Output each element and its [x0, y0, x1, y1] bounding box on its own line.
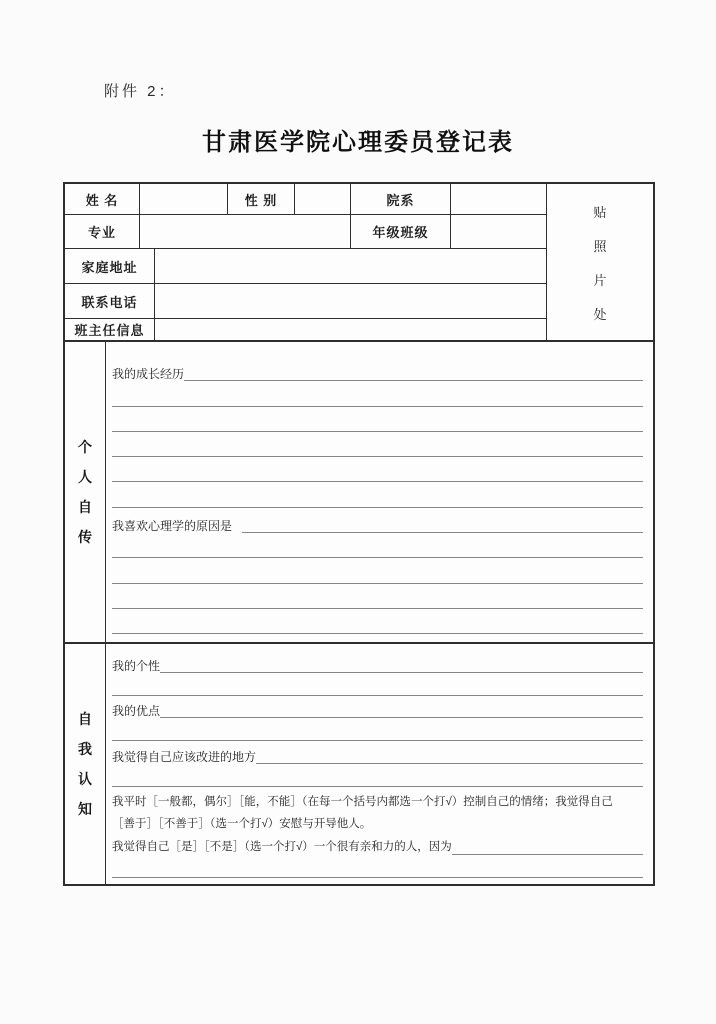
photo-char-3: 片 — [593, 272, 607, 288]
self-cognition-content — [106, 644, 653, 884]
home-address-label: 家庭地址 — [65, 249, 155, 283]
side-char: 个 — [78, 439, 92, 455]
side-char: 认 — [78, 771, 92, 787]
psychology-reason-line — [112, 508, 643, 533]
side-char: 我 — [78, 741, 92, 757]
header-row-1 — [65, 184, 546, 215]
header-info-block — [65, 184, 653, 342]
blank-line — [112, 482, 643, 507]
comfort-others-text-line — [112, 810, 643, 833]
head-teacher-value-cell[interactable] — [155, 319, 546, 340]
side-char: 自 — [78, 499, 92, 515]
section-self-cognition — [65, 644, 653, 884]
growth-experience-label: 我的成长经历 — [112, 367, 185, 382]
fill-in-underline[interactable] — [112, 633, 643, 634]
attachment-label: 附件 2： — [104, 83, 177, 100]
blank-line — [112, 855, 643, 878]
improvement-label: 我觉得自己应该改进的地方 — [112, 749, 257, 764]
section-personal-autobiography — [65, 342, 653, 644]
header-row-4 — [65, 284, 546, 319]
blank-line — [112, 407, 643, 432]
side-char: 知 — [78, 801, 92, 817]
side-char: 自 — [78, 711, 92, 727]
comfort-others-text: ［善于］［不善于］（选一个打√）安慰与开导他人。 — [112, 818, 372, 831]
contact-phone-value-cell[interactable] — [155, 284, 546, 318]
major-value-cell[interactable] — [140, 215, 351, 248]
photo-char-2: 照 — [593, 238, 607, 254]
registration-form-table — [63, 182, 655, 886]
autobiography-content — [106, 342, 653, 642]
growth-experience-line — [112, 356, 643, 381]
header-row-3 — [65, 249, 546, 284]
department-value-cell[interactable] — [451, 184, 546, 214]
photo-paste-area[interactable] — [547, 184, 653, 340]
personality-line — [112, 650, 643, 673]
header-fields — [65, 184, 547, 340]
gender-value-cell[interactable] — [295, 184, 351, 214]
blank-line — [112, 558, 643, 583]
header-row-5 — [65, 319, 546, 340]
department-label: 院系 — [351, 184, 451, 214]
improvement-line — [112, 741, 643, 764]
blank-line — [112, 718, 643, 741]
blank-line — [112, 609, 643, 634]
home-address-value-cell[interactable] — [155, 249, 546, 283]
blank-line — [112, 533, 643, 558]
emotion-control-text-line — [112, 787, 643, 810]
photo-char-4: 处 — [593, 306, 607, 322]
photo-char-1: 贴 — [593, 204, 607, 220]
emotion-control-text: 我平时［一般都，偶尔］［能，不能］（在每一个括号内都选一个打√）控制自己的情绪；我觉得自己 — [112, 795, 613, 808]
affinity-line — [112, 832, 643, 855]
name-label: 姓 名 — [65, 184, 140, 214]
head-teacher-label: 班主任信息 — [65, 319, 155, 340]
gender-label: 性 别 — [228, 184, 295, 214]
grade-class-label: 年级班级 — [351, 215, 451, 248]
blank-line — [112, 457, 643, 482]
major-label: 专业 — [65, 215, 140, 248]
page-title: 甘肃医学院心理委员登记表 — [202, 129, 514, 156]
strengths-line — [112, 696, 643, 719]
affinity-text: 我觉得自己［是］［不是］（选一个打√）一个很有亲和力的人，因为 — [112, 841, 452, 854]
self-cognition-side-label — [65, 644, 106, 884]
psychology-reason-label: 我喜欢心理学的原因是 — [112, 519, 233, 534]
contact-phone-label: 联系电话 — [65, 284, 155, 318]
personality-label: 我的个性 — [112, 658, 161, 673]
name-value-cell[interactable] — [140, 184, 228, 214]
blank-line — [112, 584, 643, 609]
side-char: 人 — [78, 469, 92, 485]
blank-line — [112, 673, 643, 696]
strengths-label: 我的优点 — [112, 704, 161, 719]
header-row-2 — [65, 215, 546, 249]
blank-line — [112, 432, 643, 457]
blank-line — [112, 381, 643, 406]
grade-class-value-cell[interactable] — [451, 215, 546, 248]
autobiography-side-label — [65, 342, 106, 642]
blank-line — [112, 764, 643, 787]
side-char: 传 — [78, 529, 92, 545]
fill-in-underline[interactable] — [112, 877, 643, 878]
